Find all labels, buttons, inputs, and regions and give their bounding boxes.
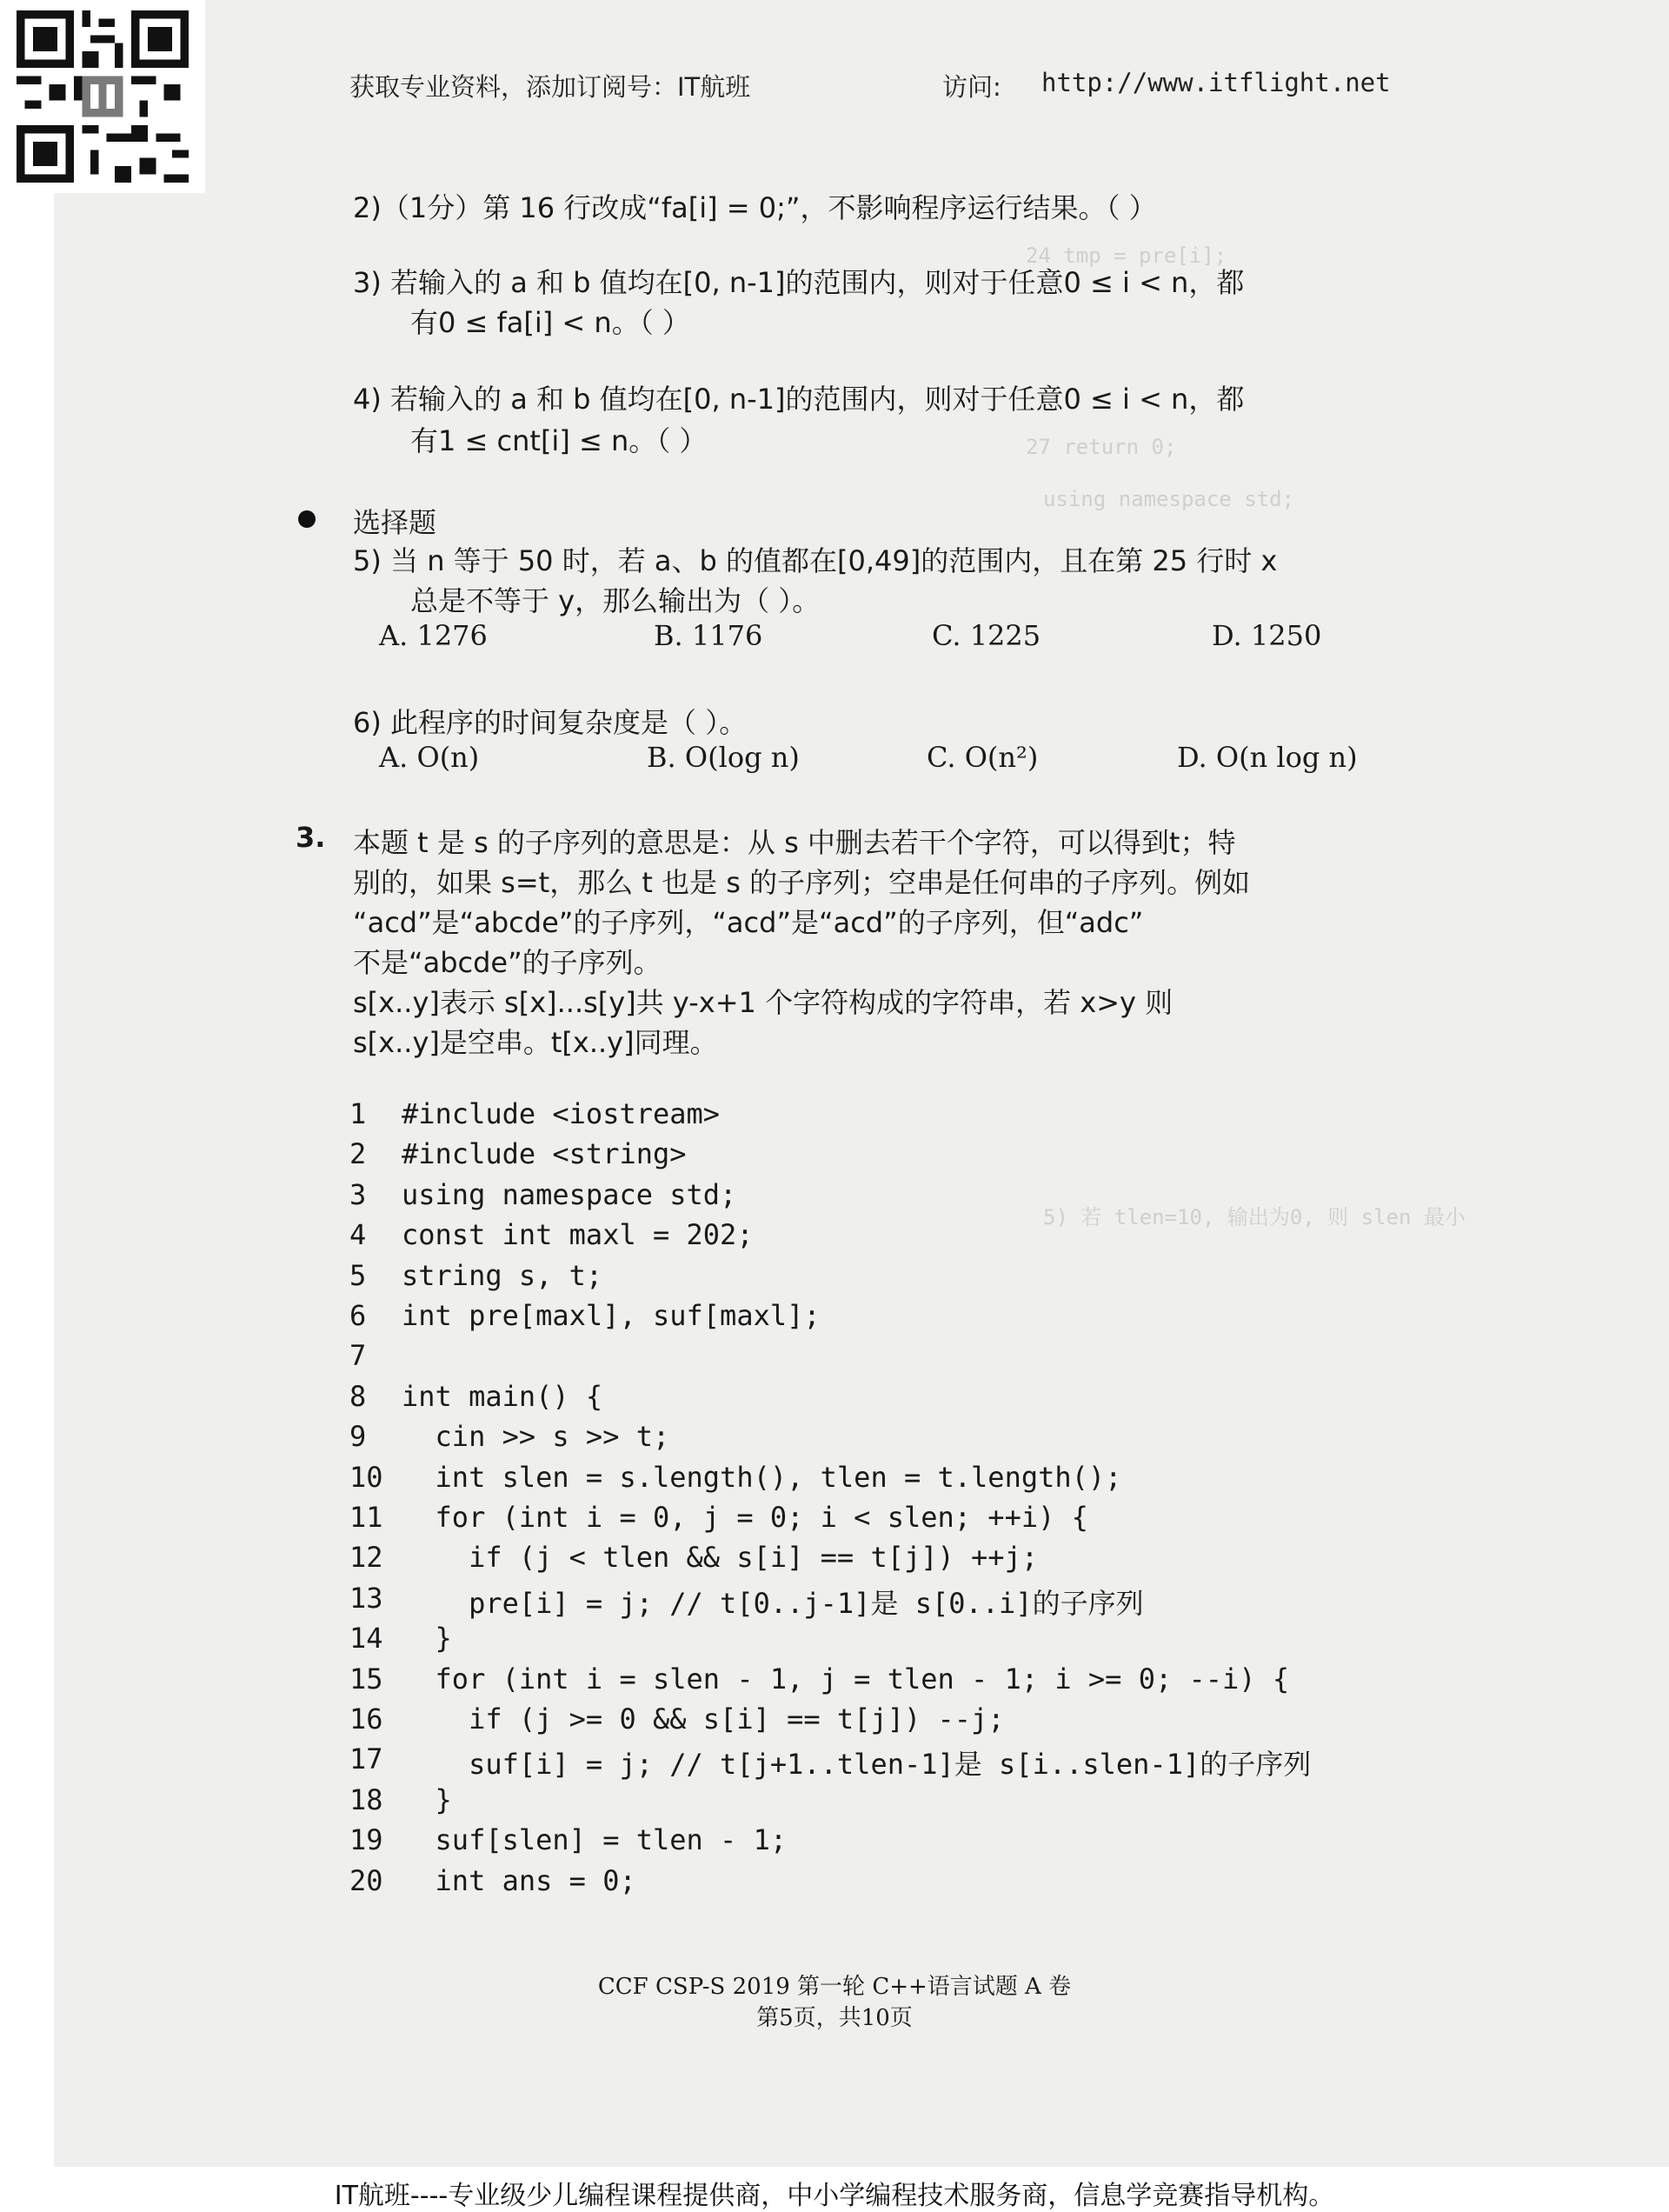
question-item-2: 2)（1分）第 16 行改成“fa[i] = 0;”，不影响程序运行结果。（ ）	[353, 191, 1157, 224]
choice-heading: 选择题	[353, 506, 437, 539]
code-line-text: const int maxl = 202;	[402, 1218, 754, 1251]
code-line-text: for (int i = 0, j = 0; i < slen; ++i) {	[402, 1501, 1088, 1534]
code-line-text: int main() {	[402, 1380, 603, 1413]
option-b[interactable]: B. 1176	[654, 619, 763, 652]
subscribe-text: 获取专业资料，添加订阅号：IT航班	[349, 72, 751, 102]
question-paragraph-line: 本题 t 是 s 的子序列的意思是：从 s 中删去若干个字符，可以得到t；特	[353, 826, 1236, 859]
question-item-5-line2: 总是不等于 y，那么输出为（ ）。	[410, 584, 821, 617]
bleed-through-text: using namespace std;	[1043, 487, 1294, 511]
exam-paper	[54, 0, 1669, 2167]
code-line-text: using namespace std;	[402, 1178, 737, 1211]
code-line-text: if (j >= 0 && s[i] == t[j]) --j;	[402, 1702, 1005, 1736]
bullet-icon	[298, 510, 316, 528]
code-line-number: 12	[349, 1541, 383, 1574]
question-item-4-line2: 有1 ≤ cnt[i] ≤ n。（ ）	[410, 424, 708, 457]
qr-code-icon	[12, 10, 193, 183]
code-line-text: suf[slen] = tlen - 1;	[402, 1823, 788, 1856]
question-item-6-line1: 6) 此程序的时间复杂度是（ ）。	[353, 706, 748, 739]
question-paragraph-line: “acd”是“abcde”的子序列，“acd”是“acd”的子序列，但“adc”	[353, 906, 1144, 939]
code-line-number: 7	[349, 1339, 367, 1372]
question-paragraph-line: 别的，如果 s=t，那么 t 也是 s 的子序列；空串是任何串的子序列。例如	[353, 866, 1251, 899]
option-a[interactable]: A. 1276	[379, 619, 488, 652]
code-line-number: 18	[349, 1783, 383, 1816]
code-line-number: 17	[349, 1742, 383, 1776]
question-number: 3.	[296, 821, 326, 854]
option-b[interactable]: B. O(log n)	[647, 741, 800, 774]
code-line-number: 8	[349, 1380, 367, 1413]
code-line-number: 1	[349, 1097, 367, 1130]
code-line-number: 6	[349, 1299, 367, 1332]
question-item-4-line1: 4) 若输入的 a 和 b 值均在[0, n-1]的范围内，则对于任意0 ≤ i < n，都	[353, 383, 1245, 416]
code-line-text: pre[i] = j; // t[0..j-1]是 s[0..i]的子序列	[402, 1587, 1144, 1620]
option-a[interactable]: A. O(n)	[379, 741, 480, 774]
question-paragraph-line: s[x..y]是空串。t[x..y]同理。	[353, 1026, 718, 1059]
question-item-3-line2: 有0 ≤ fa[i] < n。（ ）	[410, 306, 690, 339]
option-d[interactable]: D. O(n log n)	[1177, 741, 1358, 774]
code-line-number: 13	[349, 1582, 383, 1615]
question-item-3-line1: 3) 若输入的 a 和 b 值均在[0, n-1]的范围内，则对于任意0 ≤ i < n，都	[353, 266, 1245, 299]
option-d[interactable]: D. 1250	[1212, 619, 1322, 652]
code-line-number: 10	[349, 1461, 383, 1494]
website-link[interactable]: http://www.itflight.net	[1041, 68, 1391, 97]
option-c[interactable]: C. O(n²)	[927, 741, 1039, 774]
code-line-number: 4	[349, 1218, 367, 1251]
code-line-text: int slen = s.length(), tlen = t.length();	[402, 1461, 1122, 1494]
code-line-text: for (int i = slen - 1, j = tlen - 1; i >= 0; --i) {	[402, 1662, 1290, 1696]
code-line-text: }	[402, 1622, 452, 1655]
code-line-text: string s, t;	[402, 1259, 603, 1292]
code-line-number: 11	[349, 1501, 383, 1534]
code-line-text: }	[402, 1783, 452, 1816]
code-line-text: #include <iostream>	[402, 1097, 721, 1130]
page-info: 第5页，共10页	[756, 2005, 913, 2031]
code-line-text: int ans = 0;	[402, 1864, 636, 1897]
code-line-text: #include <string>	[402, 1137, 687, 1170]
code-line-number: 20	[349, 1864, 383, 1897]
code-line-number: 14	[349, 1622, 383, 1655]
exam-title: CCF CSP-S 2019 第一轮 C++语言试题 A 卷	[597, 1974, 1072, 2000]
code-line-number: 15	[349, 1662, 383, 1696]
code-line-number: 5	[349, 1259, 367, 1292]
bleed-through-text: 27 return 0;	[1026, 435, 1177, 459]
bleed-through-text: 5) 若 tlen=10, 输出为0, 则 slen 最小	[1043, 1205, 1466, 1229]
question-paragraph-line: 不是“abcde”的子序列。	[353, 946, 662, 979]
question-item-5-line1: 5) 当 n 等于 50 时，若 a、b 的值都在[0,49]的范围内，且在第 25 行时 x	[353, 544, 1278, 577]
code-line-number: 16	[349, 1702, 383, 1736]
code-line-text: suf[i] = j; // t[j+1..tlen-1]是 s[i..slen-1]的子序列	[402, 1748, 1312, 1781]
code-line-text: int pre[maxl], suf[maxl];	[402, 1299, 821, 1332]
code-line-text: cin >> s >> t;	[402, 1420, 670, 1453]
visit-label: 访问:	[942, 72, 1001, 102]
code-line-number: 3	[349, 1178, 367, 1211]
code-line-text: if (j < tlen && s[i] == t[j]) ++j;	[402, 1541, 1039, 1574]
option-c[interactable]: C. 1225	[932, 619, 1041, 652]
qr-code	[0, 0, 205, 193]
bleed-through-text: 24 tmp = pre[i];	[1026, 243, 1227, 268]
question-paragraph-line: s[x..y]表示 s[x]...s[y]共 y-x+1 个字符构成的字符串，若 x>y 则	[353, 986, 1174, 1019]
bottom-banner: IT航班----专业级少儿编程课程提供商，中小学编程技术服务商，信息学竞赛指导机构。	[334, 2181, 1335, 2211]
code-line-number: 19	[349, 1823, 383, 1856]
code-line-number: 9	[349, 1420, 367, 1453]
code-line-number: 2	[349, 1137, 367, 1170]
